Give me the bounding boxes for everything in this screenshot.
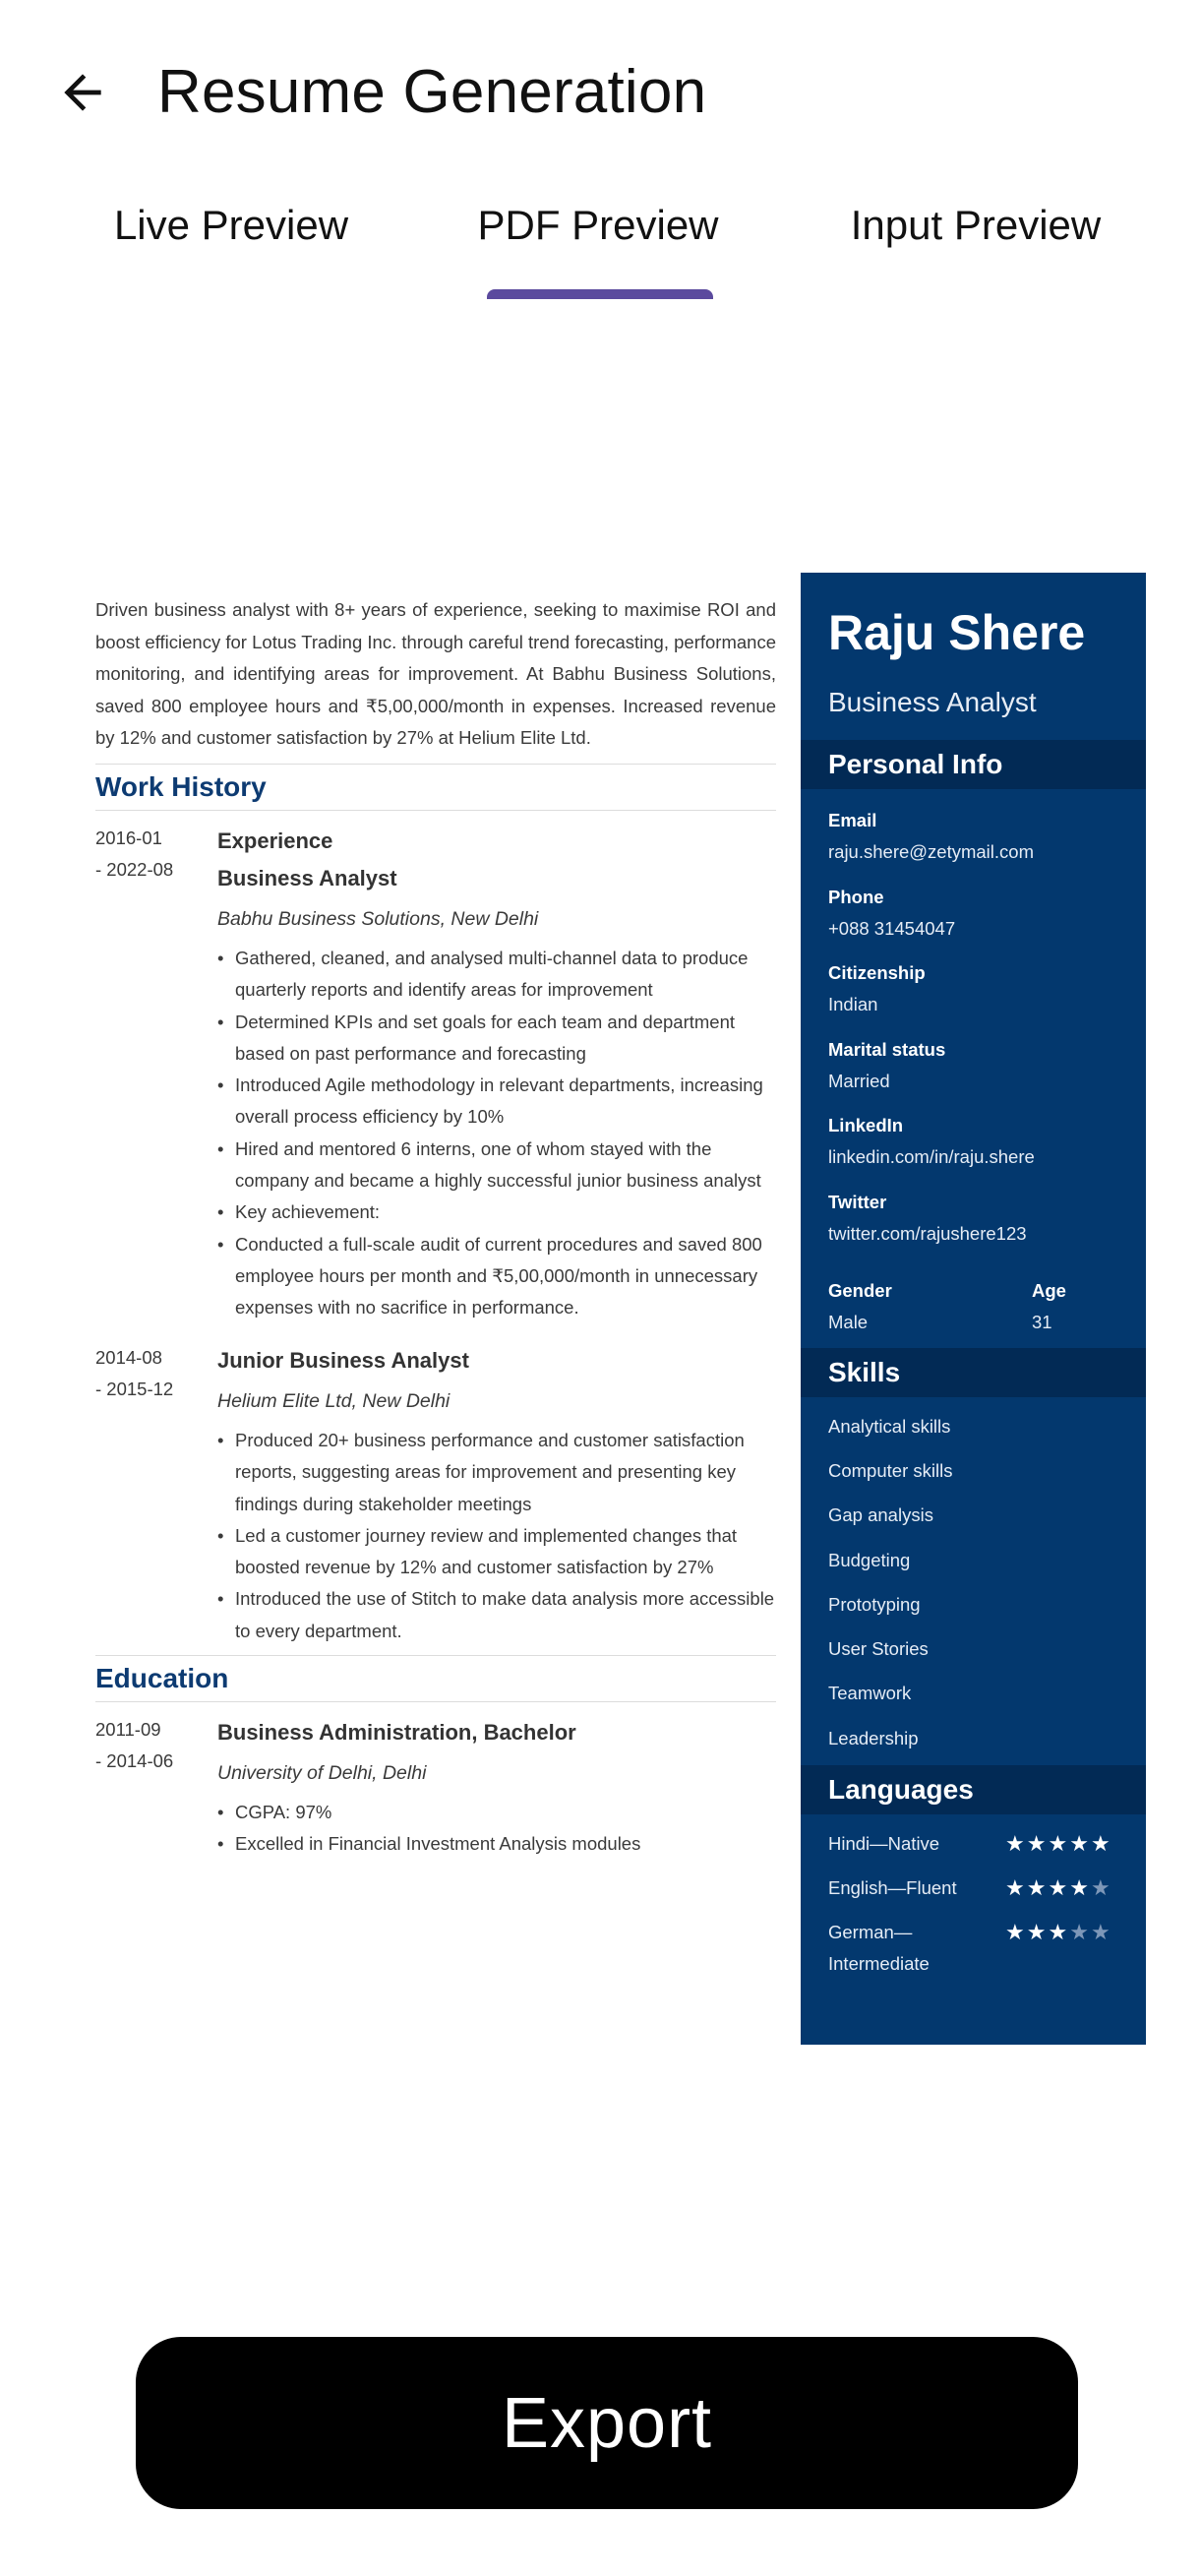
bullet-item: • Determined KPIs and set goals for each team and department based on past performance and forecasting [217,1007,776,1071]
star-filled-icon: ★ [1048,1831,1068,1856]
linkedin-value: linkedin.com/in/raju.shere [828,1146,1035,1167]
star-filled-icon: ★ [1090,1831,1111,1856]
star-filled-icon: ★ [1005,1831,1025,1856]
bullet-item: • Hired and mentored 6 interns, one of whom stayed with the company and became a highly successful junior business analyst [217,1134,776,1197]
bullet-item: • Introduced the use of Stitch to make data analysis more accessible to every department. [217,1583,776,1647]
twitter-value: twitter.com/rajushere123 [828,1223,1027,1244]
active-tab-indicator [487,289,713,299]
skill-item: Budgeting [828,1550,911,1570]
export-button[interactable]: Export [136,2337,1078,2509]
date-start: 2014-08 [95,1347,162,1368]
date-end: - 2022-08 [95,859,174,880]
work-dates [95,1342,204,1405]
skills-heading: Skills [801,1348,1146,1397]
education-dates [95,1714,204,1777]
language-name: German— Intermediate [828,1922,930,1974]
job-title: Junior Business Analyst [217,1348,469,1373]
twitter-label: Twitter [828,1192,887,1212]
company-name: Helium Elite Ltd, New Delhi [217,1390,450,1412]
phone-value: +088 31454047 [828,918,956,939]
bullet-item: • Produced 20+ business performance and customer satisfaction reports, suggesting areas for improvement and presenting key findings during stakeholder meetings [217,1425,776,1520]
star-empty-icon: ★ [1090,1875,1111,1900]
arrow-left-icon [55,65,110,120]
work-dates [95,823,204,886]
candidate-role: Business Analyst [828,687,1037,717]
linkedin-label: LinkedIn [828,1115,904,1135]
phone-field [828,886,1123,941]
gender-field [828,1279,1005,1334]
bullet-item: • Key achievement: [217,1196,776,1228]
date-end: - 2015-12 [95,1379,174,1399]
language-rating [1005,1921,1111,1944]
tab-pdf-preview[interactable]: PDF Preview [477,202,719,248]
tab-live-preview[interactable]: Live Preview [113,202,349,248]
star-filled-icon: ★ [1069,1875,1089,1900]
education-bullets [217,1797,776,1861]
resume-sidebar [801,573,1146,2045]
date-end: - 2014-06 [95,1750,174,1771]
marital-status-field [828,1038,1123,1093]
star-filled-icon: ★ [1005,1875,1025,1900]
education-heading: Education [95,1655,776,1702]
bullet-item: • Excelled in Financial Investment Analysis modules [217,1828,776,1860]
tab-bar [0,187,1201,300]
date-start: 2011-09 [95,1719,161,1740]
bullet-item: • Gathered, cleaned, and analysed multi-channel data to produce quarterly reports and identify areas for improvement [217,943,776,1007]
skill-item: Gap analysis [828,1504,933,1525]
email-label: Email [828,810,877,830]
star-filled-icon: ★ [1069,1831,1089,1856]
degree-title: Business Administration, Bachelor [217,1720,576,1745]
work-body [217,1342,776,1647]
star-empty-icon: ★ [1090,1920,1111,1944]
skill-item: Computer skills [828,1460,953,1481]
star-filled-icon: ★ [1026,1920,1047,1944]
bullet-item: • CGPA: 97% [217,1797,776,1828]
age-label: Age [1032,1280,1066,1301]
language-rating [1005,1832,1111,1856]
citizenship-label: Citizenship [828,962,926,983]
resume-summary: Driven business analyst with 8+ years of experience, seeking to maximise ROI and boost efficiency for Lotus Trading Inc. through careful trend forecasting, performance monitoring, and identifying areas for improvement. At Babhu Business Solutions, saved 800 employee hours and ₹5,00,000/month in expenses. Increased revenue by 12% and customer satisfaction by 27% at Helium Elite Ltd. [95,599,776,748]
star-empty-icon: ★ [1069,1920,1089,1944]
linkedin-field [828,1114,1123,1169]
language-name: English—Fluent [828,1877,957,1898]
gender-label: Gender [828,1280,892,1301]
gender-value: Male [828,1312,869,1332]
citizenship-value: Indian [828,994,878,1014]
skill-item: Teamwork [828,1683,912,1703]
skill-item: User Stories [828,1638,929,1659]
work-body [217,823,776,1324]
language-rating [1005,1876,1111,1900]
work-bullets [217,1425,776,1647]
marital-status-label: Marital status [828,1039,946,1060]
page-title: Resume Generation [157,58,707,126]
top-app-bar [0,0,1201,187]
resume-pdf-page [79,573,1146,2045]
skill-item: Prototyping [828,1594,921,1615]
candidate-name: Raju Shere [828,605,1086,660]
job-title: Business Analyst [217,866,397,890]
bullet-item: • Led a customer journey review and implemented changes that boosted revenue by 12% and customer satisfaction by 27% [217,1520,776,1584]
back-button[interactable] [47,57,118,128]
star-filled-icon: ★ [1005,1920,1025,1944]
citizenship-field [828,961,1123,1016]
marital-status-value: Married [828,1071,890,1091]
work-section-label: Experience [217,828,333,853]
personal-info-heading: Personal Info [801,740,1146,789]
work-bullets [217,943,776,1324]
tab-input-preview[interactable]: Input Preview [850,202,1102,248]
star-filled-icon: ★ [1026,1831,1047,1856]
company-name: Babhu Business Solutions, New Delhi [217,908,539,930]
skill-item: Analytical skills [828,1416,951,1437]
education-body [217,1714,776,1861]
star-filled-icon: ★ [1048,1875,1068,1900]
star-filled-icon: ★ [1048,1920,1068,1944]
email-field [828,809,1123,864]
skill-item: Leadership [828,1728,919,1748]
age-value: 31 [1032,1312,1052,1332]
languages-heading: Languages [801,1765,1146,1814]
work-history-heading: Work History [95,764,776,811]
email-value: raju.shere@zetymail.com [828,841,1034,862]
bullet-item: • Introduced Agile methodology in relevant departments, increasing overall process efficiency by 10% [217,1070,776,1134]
age-field [1032,1279,1130,1334]
school-name: University of Delhi, Delhi [217,1762,427,1784]
phone-label: Phone [828,887,884,907]
star-filled-icon: ★ [1026,1875,1047,1900]
twitter-field [828,1191,1123,1246]
date-start: 2016-01 [95,828,162,848]
language-name: Hindi—Native [828,1833,940,1854]
bullet-item: • Conducted a full-scale audit of current procedures and saved 800 employee hours per month and ₹5,00,000/month in unnecessary expenses with no sacrifice in performance. [217,1229,776,1324]
